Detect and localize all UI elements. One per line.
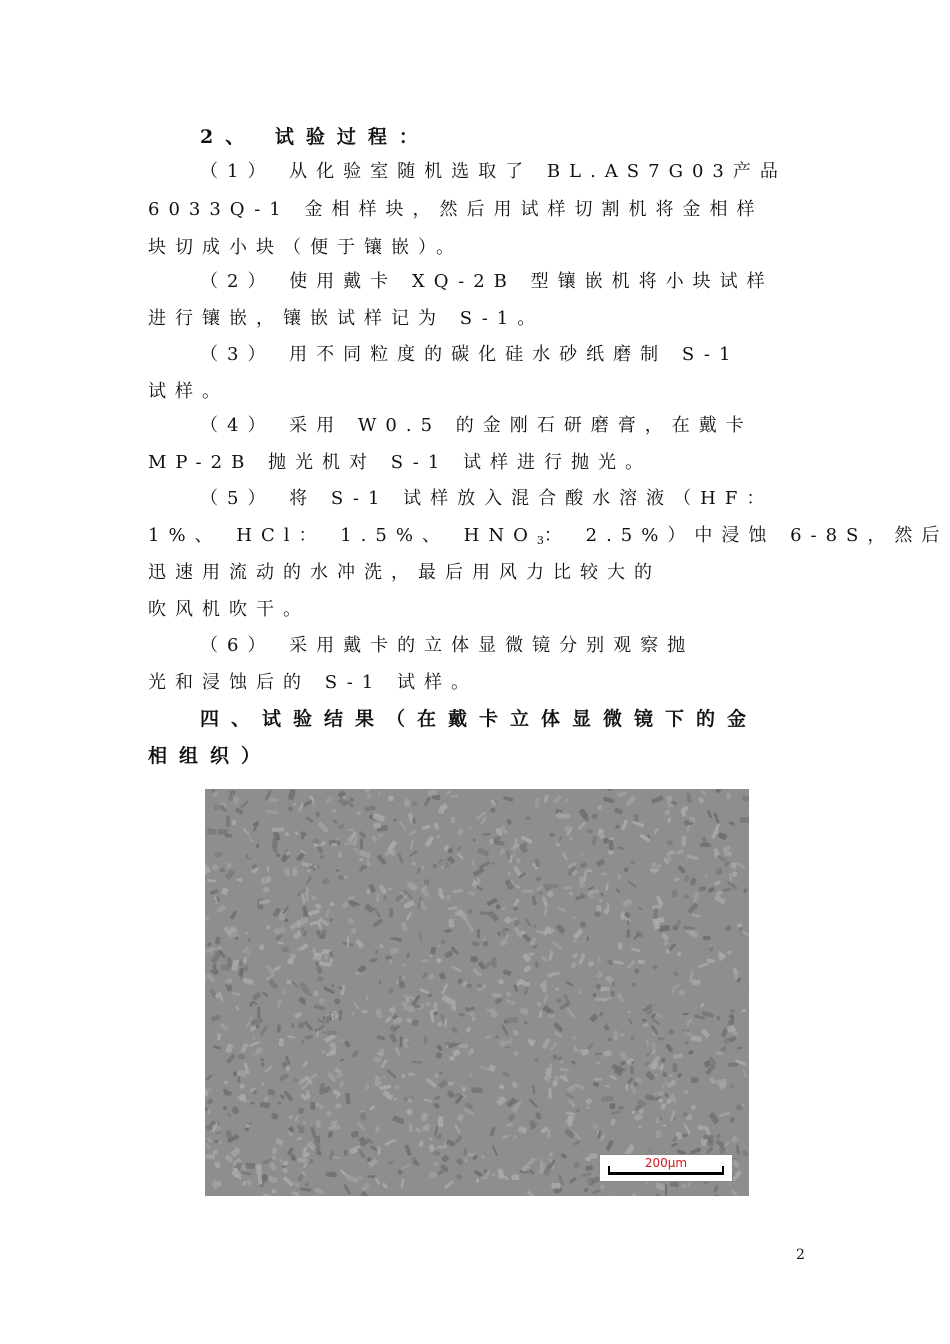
step-4-line-1: （4） 采用 W0.5 的金刚石研磨膏，在戴卡 (200, 415, 753, 436)
dendrite-pattern (205, 789, 749, 1196)
step-1-line-1: （1） 从化验室随机选取了 BL.AS7G03产品 (200, 161, 787, 182)
step-5-line-1: （5） 将 S-1 试样放入混合酸水溶液（HF： (200, 488, 774, 509)
page-number: 2 (796, 1247, 805, 1263)
result-heading-line-1: 四、试验结果（在戴卡立体显微镜下的金 (200, 708, 759, 730)
step-5-line-2-end: ： 2.5%）中浸蚀 6-8S，然后 (543, 525, 949, 546)
step-6-line-1: （6） 采用戴卡的立体显微镜分别观察抛 (200, 635, 695, 656)
micrograph-texture (205, 789, 749, 1196)
step-2-line-1: （2） 使用戴卡 XQ-2B 型镶嵌机将小块试样 (200, 271, 774, 292)
micrograph-image (205, 789, 749, 1196)
step-5-line-2 (148, 524, 949, 553)
section-title: 2、 试验过程： (200, 126, 430, 148)
scale-bar (608, 1172, 724, 1175)
step-5-line-2-start: 1%、 HCl： 1.5%、 HNO (148, 525, 537, 546)
step-5-line-4: 吹风机吹干。 (148, 599, 310, 620)
step-1-line-3: 块切成小块（便于镶嵌）。 (148, 237, 463, 258)
step-6-line-2: 光和浸蚀后的 S-1 试样。 (148, 672, 478, 693)
result-heading-line-2: 相组织） (148, 745, 273, 767)
step-3-line-1: （3） 用不同粒度的碳化硅水砂纸磨制 S-1 (200, 344, 740, 365)
hno3-subscript: 3 (536, 534, 544, 547)
step-1-line-2: 6033Q-1 金相样块，然后用试样切割机将金相样 (148, 199, 764, 220)
step-5-line-3: 迅速用流动的水冲洗，最后用风力比较大的 (148, 562, 661, 583)
step-2-line-2: 进行镶嵌，镶嵌试样记为 S-1。 (148, 308, 545, 329)
step-3-line-2: 试样。 (148, 381, 229, 402)
scale-label: 200μm (644, 1156, 688, 1170)
scale-bar-box (599, 1154, 733, 1182)
step-4-line-2: MP-2B 抛光机对 S-1 试样进行抛光。 (148, 452, 653, 473)
